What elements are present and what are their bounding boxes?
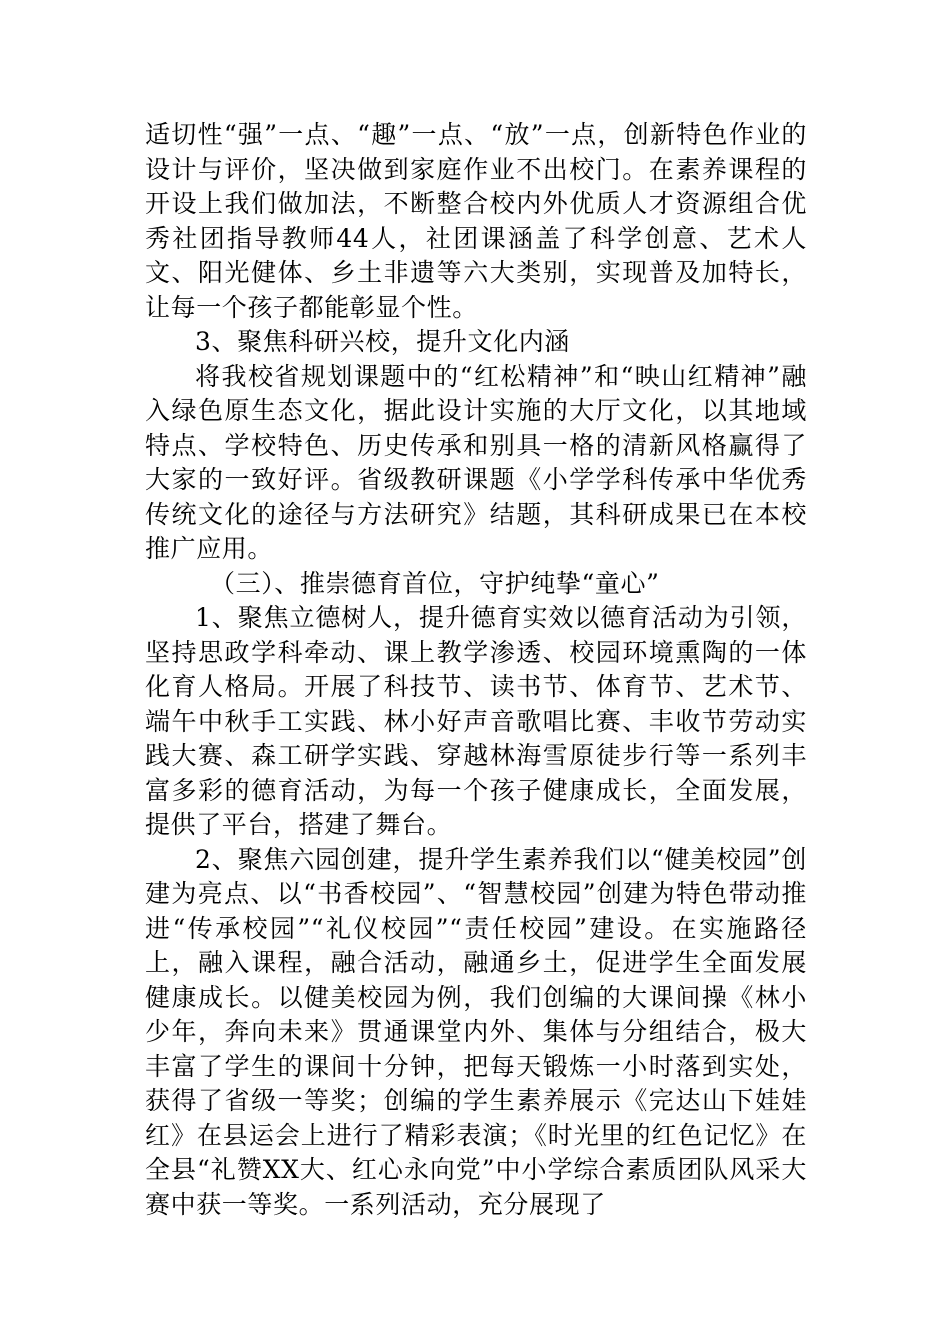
document-page [145, 118, 807, 1222]
paragraph-moral-education: 1、聚焦立德树人，提升德育实效以德育活动为引领，坚持思政学科牵动、课上教学渗透、校园环境熏陶的一体化育人格局。开展了科技节、读书节、体育节、艺术节、端午中秋手工实践、林小好声音歌唱比赛、丰收节劳动实践大赛、森工研学实践、穿越林海雪原徒步行等一系列丰富多彩的德育活动，为每一个孩子健康成长，全面发展，提供了平台，搭建了舞台。 [145, 603, 807, 839]
paragraph-six-campus: 2、聚焦六园创建，提升学生素养我们以“健美校园”创建为亮点、以“书香校园”、“智慧校园”创建为特色带动推进“传承校园”“礼仪校园”“责任校园”建设。在实施路径上，融入课程，融合活动，融通乡土，促进学生全面发展健康成长。以健美校园为例，我们创编的大课间操《林小少年，奔向未来》贯通课堂内外、集体与分组结合，极大丰富了学生的课间十分钟，把每天锻炼一小时落到实处，获得了省级一等奖；创编的学生素养展示《完达山下娃娃红》在县运会上进行了精彩表演；《时光里的红色记忆》在全县“礼赞XX大、红心永向党”中小学综合素质团队风采大赛中获一等奖。一系列活动，充分展现了 [145, 844, 807, 1219]
heading-research: 3、聚焦科研兴校，提升文化内涵 [195, 327, 570, 356]
section-heading-moral-education: （三）、推崇德育首位，守护纯挚“童心” [210, 568, 660, 598]
paragraph-research: 将我校省规划课题中的“红松精神”和“映山红精神”融入绿色原生态文化，据此设计实施的大厅文化，以其地域特点、学校特色、历史传承和别具一格的清新风格赢得了大家的一致好评。省级教研课题《小学学科传承中华优秀传统文化的途径与方法研究》结题，其科研成果已在本校推广应用。 [145, 361, 807, 563]
paragraph-homework-and-clubs: 适切性“强”一点、“趣”一点、“放”一点，创新特色作业的设计与评价，坚决做到家庭作业不出校门。在素养课程的开设上我们做加法，不断整合校内外优质人才资源组合优秀社团指导教师44人，社团课涵盖了科学创意、艺术人文、阳光健体、乡土非遗等六大类别，实现普及加特长，让每一个孩子都能彰显个性。 [145, 120, 807, 322]
